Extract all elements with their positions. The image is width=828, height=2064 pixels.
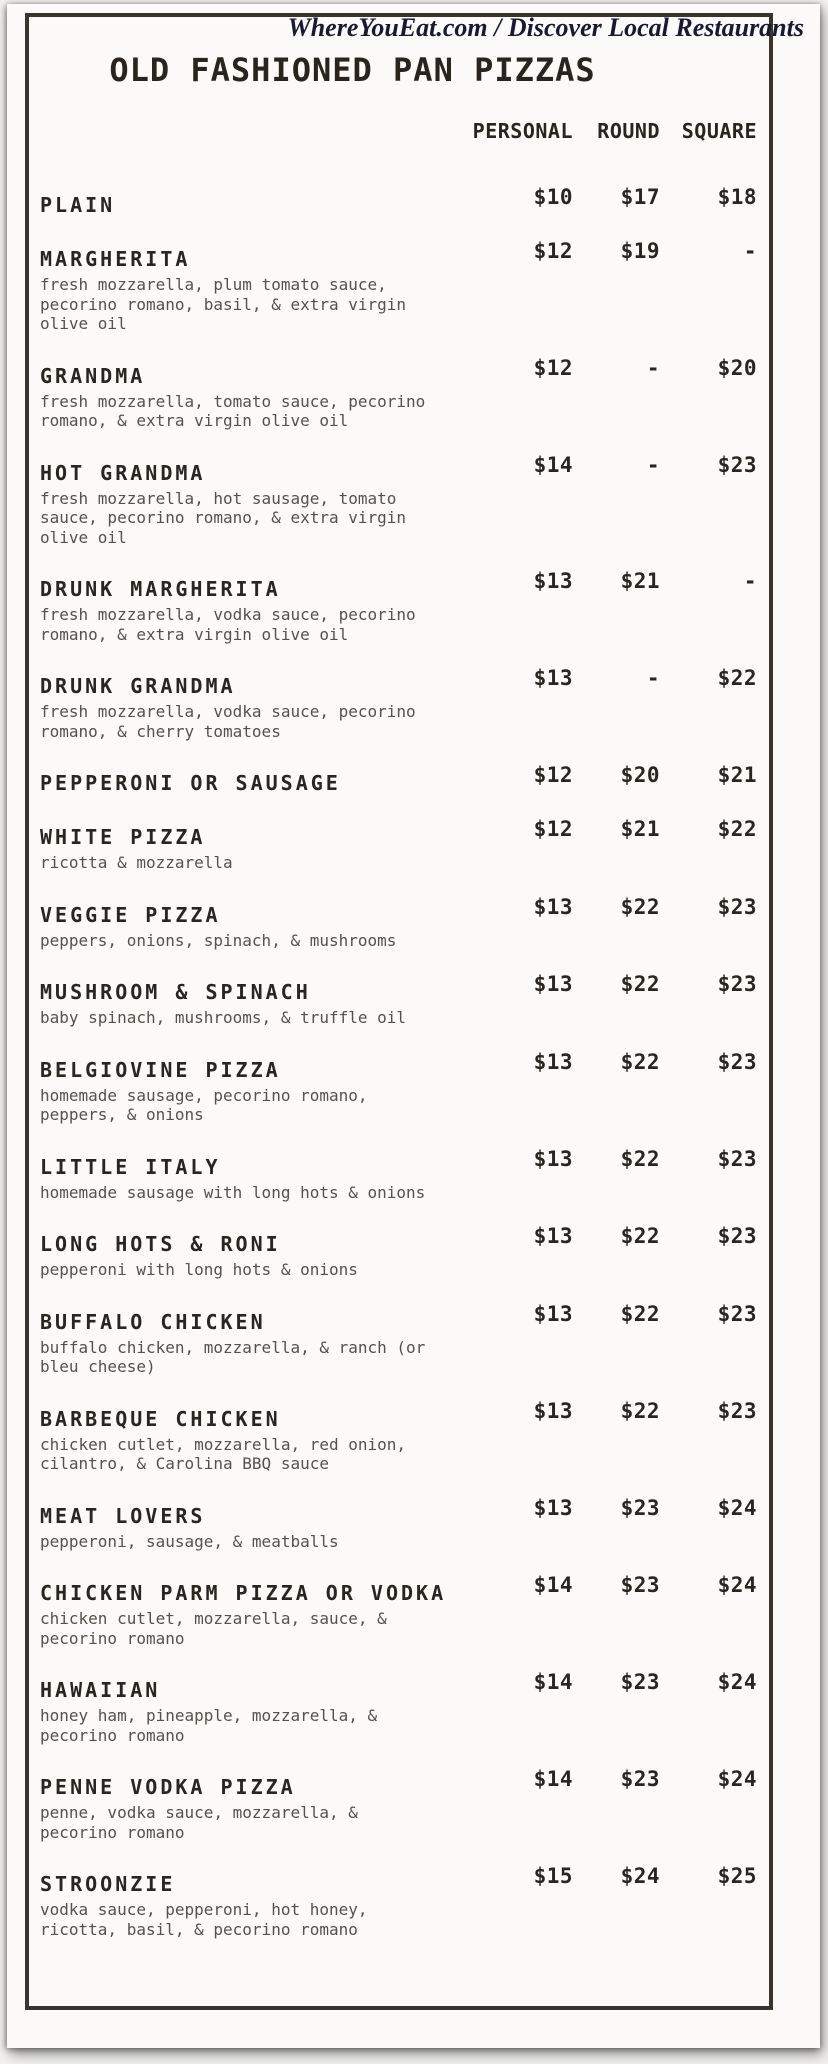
size-column-headers	[40, 119, 757, 143]
price-round: $23	[620, 1573, 660, 1597]
price-personal: $15	[533, 1864, 573, 1888]
menu-item-row	[40, 1399, 757, 1474]
menu-item-prices	[458, 185, 757, 209]
price-square: $21	[717, 763, 757, 787]
price-round: $22	[620, 972, 660, 996]
price-square: -	[743, 239, 757, 263]
menu-item-description: honey ham, pineapple, mozzarella, & pecorino romano	[40, 1706, 378, 1745]
menu-item-prices	[458, 1224, 757, 1248]
menu-item-text	[40, 895, 458, 951]
menu-item-name: BUFFALO CHICKEN	[40, 1309, 266, 1334]
menu-item-name: DRUNK GRANDMA	[40, 674, 236, 698]
menu-item-description: penne, vodka sauce, mozzarella, & pecorino romano	[40, 1803, 358, 1842]
menu-item-name: LITTLE ITALY	[40, 1154, 221, 1179]
menu-item-text	[40, 763, 458, 795]
price-round: $21	[620, 569, 660, 593]
menu-item-row	[40, 763, 757, 795]
menu-item-text	[40, 356, 458, 431]
price-round: $21	[620, 817, 660, 841]
menu-item-description: fresh mozzarella, vodka sauce, pecorino romano, & cherry tomatoes	[40, 702, 416, 741]
menu-item-description: fresh mozzarella, hot sausage, tomato sauce, pecorino romano, & extra virgin olive oil	[40, 488, 407, 547]
menu-item-name: GRANDMA	[40, 363, 146, 388]
menu-item-text	[40, 239, 458, 334]
site-watermark: WhereYouEat.com / Discover Local Restaurants	[287, 13, 804, 42]
menu-item-description: peppers, onions, spinach, & mushrooms	[40, 930, 397, 950]
price-round: $23	[620, 1767, 660, 1791]
menu-item-name: MARGHERITA	[40, 247, 191, 271]
price-square: $23	[717, 1146, 757, 1171]
menu-item-list	[40, 185, 757, 1939]
menu-item-prices	[458, 1050, 757, 1074]
price-round: $24	[620, 1864, 660, 1888]
price-personal: $13	[533, 972, 573, 996]
price-round: -	[646, 452, 660, 477]
price-square: $23	[717, 1224, 757, 1248]
price-personal: $13	[533, 1224, 573, 1248]
menu-item-description: baby spinach, mushrooms, & truffle oil	[40, 1008, 407, 1027]
menu-item-row	[40, 185, 757, 217]
price-personal: $13	[533, 1146, 573, 1171]
price-square: $24	[717, 1573, 757, 1597]
price-personal: $14	[533, 1767, 573, 1791]
menu-item-row	[40, 1224, 757, 1280]
price-round: -	[646, 666, 660, 690]
price-personal: $10	[533, 185, 573, 209]
price-round: $22	[620, 1224, 660, 1248]
menu-item-name: BARBEQUE CHICKEN	[40, 1406, 281, 1431]
menu-item-prices	[458, 666, 757, 690]
menu-item-name: PLAIN	[40, 193, 116, 217]
menu-item-prices	[458, 1147, 757, 1171]
menu-item-row	[40, 239, 757, 334]
menu-item-name: STROONZIE	[40, 1872, 176, 1896]
menu-item-prices	[458, 1864, 757, 1888]
menu-item-description: buffalo chicken, mozzarella, & ranch (or bleu cheese)	[40, 1337, 426, 1376]
price-square: $25	[717, 1864, 757, 1888]
menu-item-prices	[458, 569, 757, 593]
menu-item-text	[40, 1399, 458, 1474]
menu-item-row	[40, 569, 757, 644]
menu-item-row	[40, 1050, 757, 1125]
title-row	[40, 51, 757, 89]
price-square: $24	[717, 1495, 757, 1520]
price-personal: $13	[533, 666, 573, 690]
menu-title: OLD FASHIONED PAN PIZZAS	[109, 51, 596, 89]
menu-item-row	[40, 1767, 757, 1842]
menu-item-row	[40, 356, 757, 431]
price-round: $20	[620, 763, 660, 787]
column-header-personal: PERSONAL	[472, 119, 573, 143]
menu-item-text	[40, 1050, 458, 1125]
price-round: $22	[620, 1146, 660, 1171]
price-personal: $13	[533, 1049, 573, 1074]
menu-item-name: VEGGIE PIZZA	[40, 902, 221, 927]
price-round: $17	[620, 185, 660, 209]
menu-item-description: fresh mozzarella, vodka sauce, pecorino romano, & extra virgin olive oil	[40, 605, 416, 644]
menu-paper	[7, 4, 820, 2048]
menu-item-text	[40, 1224, 458, 1280]
price-personal: $13	[533, 1495, 573, 1520]
price-personal: $13	[533, 1398, 573, 1423]
menu-item-row	[40, 1147, 757, 1203]
price-personal: $13	[533, 894, 573, 919]
price-square: $22	[717, 817, 757, 841]
menu-item-name: LONG HOTS & RONI	[40, 1232, 281, 1256]
menu-item-text	[40, 1670, 458, 1745]
menu-item-name: HOT GRANDMA	[40, 460, 206, 485]
price-square: $24	[717, 1670, 757, 1694]
price-round: $23	[620, 1670, 660, 1694]
price-square: $23	[717, 452, 757, 477]
menu-item-prices	[458, 1670, 757, 1694]
price-round: $22	[620, 894, 660, 919]
menu-item-description: fresh mozzarella, tomato sauce, pecorino romano, & extra virgin olive oil	[40, 391, 426, 430]
menu-item-prices	[458, 453, 757, 477]
menu-item-prices	[458, 972, 757, 996]
price-square: -	[743, 569, 757, 593]
menu-item-prices	[458, 1302, 757, 1326]
price-personal: $12	[533, 763, 573, 787]
menu-item-prices	[458, 763, 757, 787]
menu-item-description: vodka sauce, pepperoni, hot honey, ricotta, basil, & pecorino romano	[40, 1900, 368, 1939]
price-round: $19	[620, 239, 660, 263]
price-square: $23	[717, 1398, 757, 1423]
menu-item-prices	[458, 817, 757, 841]
menu-item-text	[40, 1496, 458, 1552]
price-personal: $12	[533, 817, 573, 841]
menu-item-row	[40, 666, 757, 741]
menu-item-text	[40, 1573, 458, 1648]
price-round: -	[646, 355, 660, 380]
menu-item-description: homemade sausage with long hots & onions	[40, 1182, 426, 1202]
menu-item-prices	[458, 895, 757, 919]
menu-item-row	[40, 817, 757, 873]
menu-item-row	[40, 453, 757, 548]
price-personal: $13	[533, 569, 573, 593]
menu-item-row	[40, 1496, 757, 1552]
menu-item-prices	[458, 356, 757, 380]
menu-item-text	[40, 817, 458, 873]
column-header-square: SQUARE	[681, 119, 757, 143]
menu-item-description: pepperoni with long hots & onions	[40, 1260, 358, 1279]
menu-item-text	[40, 453, 458, 548]
menu-item-description: homemade sausage, pecorino romano, peppers, & onions	[40, 1085, 368, 1124]
price-square: $23	[717, 972, 757, 996]
menu-item-name: WHITE PIZZA	[40, 825, 206, 849]
price-square: $24	[717, 1767, 757, 1791]
menu-item-description: chicken cutlet, mozzarella, red onion, cilantro, & Carolina BBQ sauce	[40, 1434, 407, 1473]
menu-item-row	[40, 895, 757, 951]
menu-item-row	[40, 1573, 757, 1648]
menu-item-text	[40, 1302, 458, 1377]
menu-item-row	[40, 972, 757, 1028]
menu-item-prices	[458, 239, 757, 263]
menu-item-row	[40, 1302, 757, 1377]
price-personal: $14	[533, 1573, 573, 1597]
menu-item-name: MEAT LOVERS	[40, 1503, 206, 1528]
menu-item-text	[40, 185, 458, 217]
menu-item-prices	[458, 1399, 757, 1423]
price-round: $22	[620, 1301, 660, 1326]
price-personal: $12	[533, 239, 573, 263]
menu-item-name: DRUNK MARGHERITA	[40, 577, 281, 601]
menu-item-description: fresh mozzarella, plum tomato sauce, pecorino romano, basil, & extra virgin olive oil	[40, 275, 407, 333]
menu-item-text	[40, 1864, 458, 1939]
price-round: $22	[620, 1049, 660, 1074]
menu-item-text	[40, 1147, 458, 1203]
menu-item-prices	[458, 1573, 757, 1597]
price-personal: $12	[533, 355, 573, 380]
price-square: $20	[717, 355, 757, 380]
price-square: $23	[717, 894, 757, 919]
menu-item-text	[40, 1767, 458, 1842]
menu-item-prices	[458, 1496, 757, 1520]
menu-item-name: BELGIOVINE PIZZA	[40, 1057, 281, 1082]
price-round: $23	[620, 1495, 660, 1520]
menu-item-name: MUSHROOM & SPINACH	[40, 980, 311, 1004]
price-square: $18	[717, 185, 757, 209]
price-square: $23	[717, 1301, 757, 1326]
menu-item-prices	[458, 1767, 757, 1791]
price-square: $22	[717, 666, 757, 690]
menu-item-name: HAWAIIAN	[40, 1678, 161, 1702]
menu-item-name: CHICKEN PARM PIZZA OR VODKA	[40, 1581, 447, 1605]
price-personal: $14	[533, 1670, 573, 1694]
price-personal: $14	[533, 452, 573, 477]
menu-item-description: pepperoni, sausage, & meatballs	[40, 1531, 339, 1551]
price-round: $22	[620, 1398, 660, 1423]
menu-item-description: chicken cutlet, mozzarella, sauce, & pecorino romano	[40, 1609, 387, 1648]
menu-item-row	[40, 1670, 757, 1745]
menu-item-row	[40, 1864, 757, 1939]
menu-item-text	[40, 666, 458, 741]
menu-item-text	[40, 569, 458, 644]
price-square: $23	[717, 1049, 757, 1074]
menu-item-text	[40, 972, 458, 1028]
column-header-round: ROUND	[597, 119, 660, 143]
price-personal: $13	[533, 1301, 573, 1326]
menu-item-name: PEPPERONI OR SAUSAGE	[40, 771, 341, 795]
menu-frame	[25, 13, 773, 2010]
menu-item-description: ricotta & mozzarella	[40, 853, 233, 872]
menu-item-name: PENNE VODKA PIZZA	[40, 1775, 296, 1799]
